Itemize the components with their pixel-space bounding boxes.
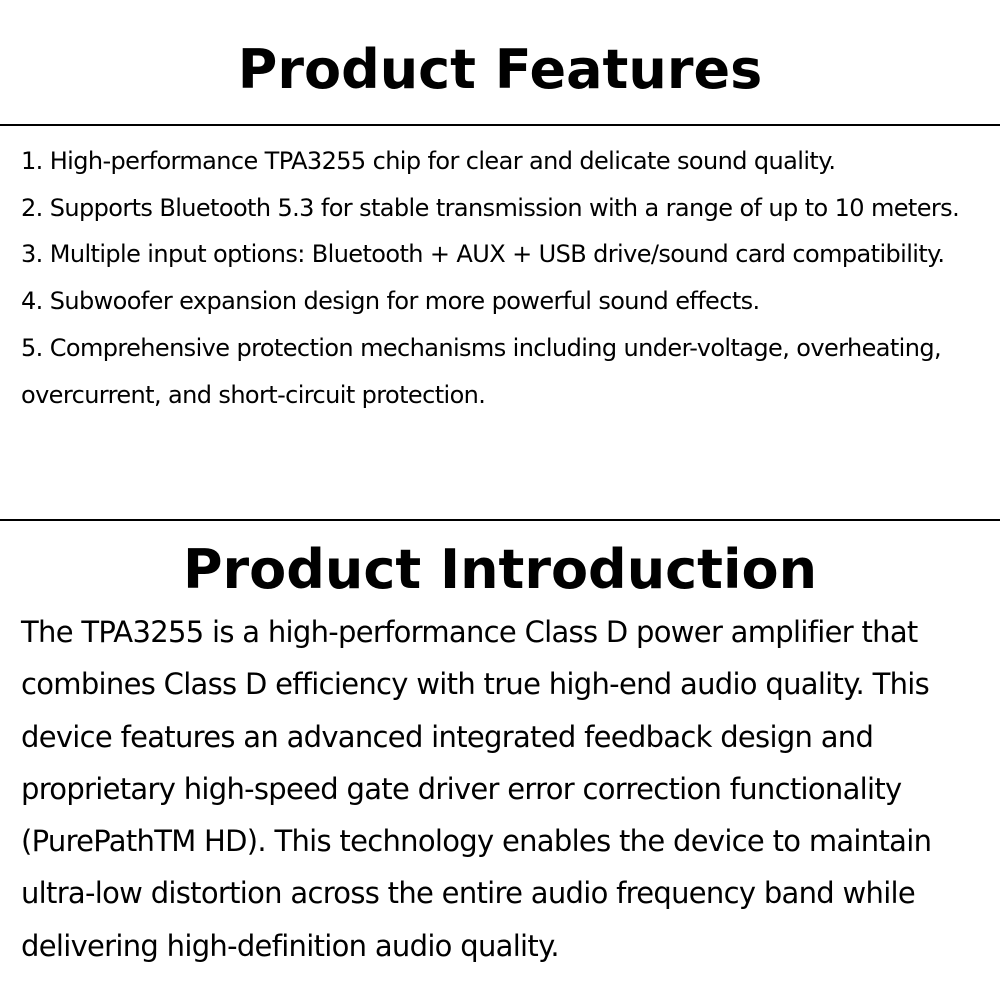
feature-item-4: 4. Subwoofer expansion design for more powerful sound effects.: [21, 287, 760, 316]
top-divider: [0, 124, 1000, 126]
middle-divider: [0, 519, 1000, 521]
feature-item-1: 1. High-performance TPA3255 chip for clear and delicate sound quality.: [21, 147, 836, 175]
feature-item-5: 5. Comprehensive protection mechanisms including under-voltage, overheating, overcurrent, and short-circuit protection.: [21, 333, 941, 409]
product-introduction-heading: Product Introduction: [182, 538, 818, 601]
introduction-paragraph: The TPA3255 is a high-performance Class D power amplifier that combines Class D efficiency with true high-end audio quality. This device features an advanced integrated feedback design and proprietary high-speed gate driver error correction functionality (PurePathTM HD). This technology enables the device to maintain ultra-low distortion across the entire audio frequency band while delivering high-definition audio quality.: [21, 615, 932, 963]
product-features-heading: Product Features: [237, 38, 763, 101]
feature-item-2: 2. Supports Bluetooth 5.3 for stable transmission with a range of up to 10 meters.: [21, 193, 960, 222]
feature-item-3: 3. Multiple input options: Bluetooth + AUX + USB drive/sound card compatibility.: [21, 240, 945, 269]
feature-list: [21, 138, 971, 418]
